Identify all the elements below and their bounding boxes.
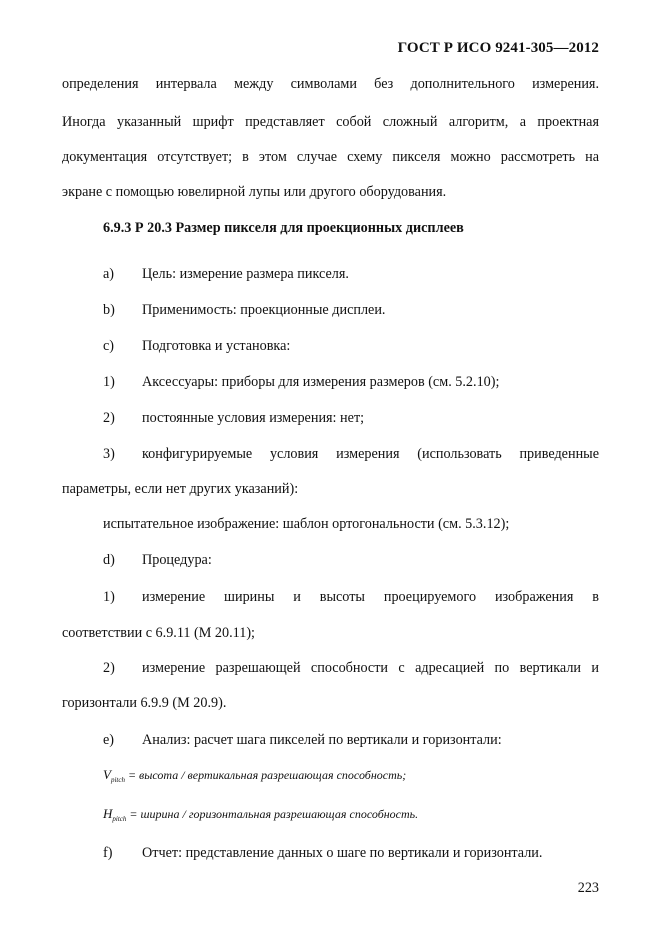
item-f-marker: f) [103, 845, 113, 861]
item-c3-text: конфигурируемые условия измерения (использовать приведенные [142, 446, 599, 462]
item-d1-continuation: соответствии с 6.9.11 (М 20.11); [62, 625, 255, 641]
item-d-marker: d) [103, 552, 115, 568]
formula-h-expr: = ширина / горизонтальная разрешающая способность. [129, 807, 419, 821]
item-b-text: Применимость: проекционные дисплеи. [142, 302, 386, 318]
item-c-text: Подготовка и установка: [142, 338, 291, 354]
intro-line-4: экране с помощью ювелирной лупы или другого оборудования. [62, 184, 447, 200]
formula-v-end: ; [402, 768, 407, 782]
item-e-text: Анализ: расчет шага пикселей по вертикали и горизонтали: [142, 732, 502, 748]
item-c-marker: c) [103, 338, 115, 354]
item-c1-marker: 1) [103, 374, 115, 390]
item-a-marker: a) [103, 266, 115, 282]
standard-header: ГОСТ Р ИСО 9241-305—2012 [397, 40, 599, 56]
formula-v-var: V [103, 767, 111, 782]
item-a-text: Цель: измерение размера пикселя. [142, 266, 349, 282]
item-e-marker: e) [103, 732, 115, 748]
formula-v-pitch [103, 767, 406, 784]
item-f-text: Отчет: представление данных о шаге по вертикали и горизонтали. [142, 845, 543, 861]
intro-line-3: документация отсутствует; в этом случае схему пикселя можно рассмотреть на [62, 149, 599, 165]
formula-h-var: H [103, 806, 113, 821]
item-d1-marker: 1) [103, 589, 115, 605]
formula-v-expr: = высота / вертикальная разрешающая способность [127, 768, 403, 782]
item-d2-continuation: горизонтали 6.9.9 (М 20.9). [62, 695, 227, 711]
formula-h-sub: pitch [112, 815, 127, 823]
formula-h-pitch [103, 806, 418, 823]
item-d1-text: измерение ширины и высоты проецируемого изображения в [142, 589, 599, 605]
item-d2-text: измерение разрешающей способности с адресацией по вертикали и [142, 660, 599, 676]
item-c2-text: постоянные условия измерения: нет; [142, 410, 365, 426]
intro-line-1: определения интервала между символами без дополнительного измерения. [62, 76, 599, 92]
formula-v-sub: pitch [110, 776, 125, 784]
item-c1-text: Аксессуары: приборы для измерения размеров (см. 5.2.10); [142, 374, 500, 390]
item-c3-continuation: параметры, если нет других указаний): [62, 481, 299, 497]
item-c3-marker: 3) [103, 446, 115, 462]
section-heading: 6.9.3 Р 20.3 Размер пикселя для проекционных дисплеев [103, 220, 464, 236]
item-b-marker: b) [103, 302, 115, 318]
item-d-text: Процедура: [142, 552, 212, 568]
item-c2-marker: 2) [103, 410, 115, 426]
test-image-line: испытательное изображение: шаблон ортогональности (см. 5.3.12); [103, 516, 510, 532]
intro-line-2: Иногда указанный шрифт представляет собой сложный алгоритм, а проектная [62, 114, 599, 130]
page-number: 223 [577, 880, 599, 896]
item-d2-marker: 2) [103, 660, 115, 676]
